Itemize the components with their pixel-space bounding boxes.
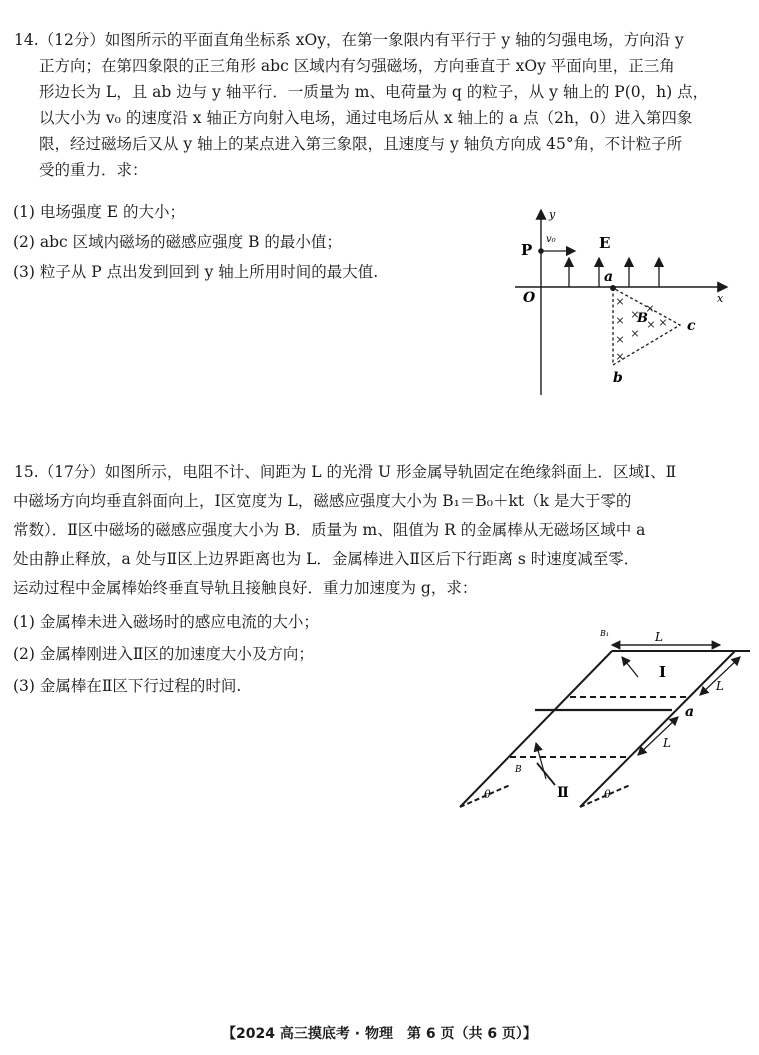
x-axis-label: x: [717, 292, 724, 305]
q15-line-2: 中磁场方向均垂直斜面向上，Ⅰ区宽度为 L，磁感应强度大小为 B₁＝B₀＋kt（k 是大于零的: [13, 492, 632, 510]
y-axis-label: y: [549, 208, 556, 221]
point-p-label: P: [521, 241, 533, 259]
svg-text:×: ×: [630, 327, 640, 340]
q15-line-1: 15.（17分）如图所示，电阻不计、间距为 L 的光滑 U 形金属导轨固定在绝缘斜面上．区域Ⅰ、Ⅱ: [14, 463, 677, 481]
q15-line-4: 处由静止释放，a 处与Ⅱ区上边界距离也为 L．金属棒进入Ⅱ区后下行距离 s 时速度减至零．: [13, 550, 640, 568]
point-a-label: a: [685, 704, 695, 720]
svg-text:×: ×: [615, 314, 625, 327]
region2-label: Ⅱ: [557, 785, 569, 801]
q14-line-6: 受的重力．求：: [39, 161, 148, 179]
b-arrow: [536, 743, 546, 779]
theta-right-label: θ: [604, 788, 611, 801]
q14-line-5: 限，经过磁场后又从 y 轴上的某点进入第三象限，且速度与 y 轴负方向成 45°角，不计粒子所: [39, 135, 683, 153]
q14-line-3: 形边长为 L，且 ab 边与 y 轴平行．一质量为 m、电荷量为 q 的粒子，从 y 轴上的 P(0，h) 点，: [39, 83, 709, 101]
svg-text:×: ×: [615, 295, 625, 308]
svg-text:×: ×: [615, 350, 625, 363]
point-a-label: a: [604, 269, 614, 285]
l-top-label: L: [655, 630, 663, 644]
q14-line-2: 正方向；在第四象限的正三角形 abc 区域内有匀强磁场，方向垂直于 xOy 平面向里，正三角: [39, 57, 675, 75]
q14-sub-1: (1) 电场强度 E 的大小；: [13, 203, 186, 221]
theta-left-label: θ: [484, 788, 491, 801]
field-b-label: B: [637, 311, 648, 326]
point-b-label: b: [613, 370, 623, 386]
page-footer: 【2024 高三摸底考 · 物理 第 6 页（共 6 页）】: [222, 1026, 537, 1042]
origin-label: O: [523, 290, 536, 306]
l-right1-label: L: [716, 679, 724, 693]
point-c-label: c: [687, 318, 696, 334]
b-field-crosses: [615, 295, 667, 363]
q14-figure: [505, 200, 735, 400]
svg-text:×: ×: [658, 316, 668, 329]
q15-line-3: 常数）．Ⅱ区中磁场的磁感应强度大小为 B．质量为 m、阻值为 R 的金属棒从无磁场区域中 a: [13, 521, 646, 539]
b1-label: B₁: [600, 629, 610, 638]
q15-sub-1: (1) 金属棒未进入磁场时的感应电流的大小；: [13, 613, 319, 631]
region2-pointer: [537, 763, 555, 785]
svg-text:×: ×: [630, 308, 640, 321]
b-label: B: [515, 765, 522, 775]
q15-line-5: 运动过程中金属棒始终垂直导轨且接触良好．重力加速度为 g，求：: [13, 579, 478, 597]
q15-sub-3: (3) 金属棒在Ⅱ区下行过程的时间.: [13, 677, 242, 695]
svg-text:×: ×: [646, 318, 656, 331]
q14-line-4: 以大小为 v₀ 的速度沿 x 轴正方向射入电场，通过电场后从 x 轴上的 a 点（2h，0）进入第四象: [39, 109, 693, 127]
v0-label: v₀: [546, 234, 556, 245]
right-rail: [580, 651, 735, 807]
svg-text:×: ×: [615, 333, 625, 346]
b1-arrow: [622, 657, 638, 677]
q15-figure: [450, 615, 750, 815]
l-right2-label: L: [663, 736, 671, 750]
q14-line-1: 14.（12分）如图所示的平面直角坐标系 xOy，在第一象限内有平行于 y 轴的匀强电场，方向沿 y: [14, 31, 684, 49]
field-e-label: E: [599, 234, 611, 252]
q15-sub-2: (2) 金属棒刚进入Ⅱ区的加速度大小及方向；: [13, 645, 314, 663]
left-rail: [460, 651, 612, 807]
svg-text:×: ×: [645, 302, 655, 315]
region1-label: Ⅰ: [659, 663, 667, 681]
q14-sub-2: (2) abc 区域内磁场的磁感应强度 B 的最小值；: [13, 233, 342, 251]
q14-sub-3: (3) 粒子从 P 点出发到回到 y 轴上所用时间的最大值.: [13, 263, 379, 281]
